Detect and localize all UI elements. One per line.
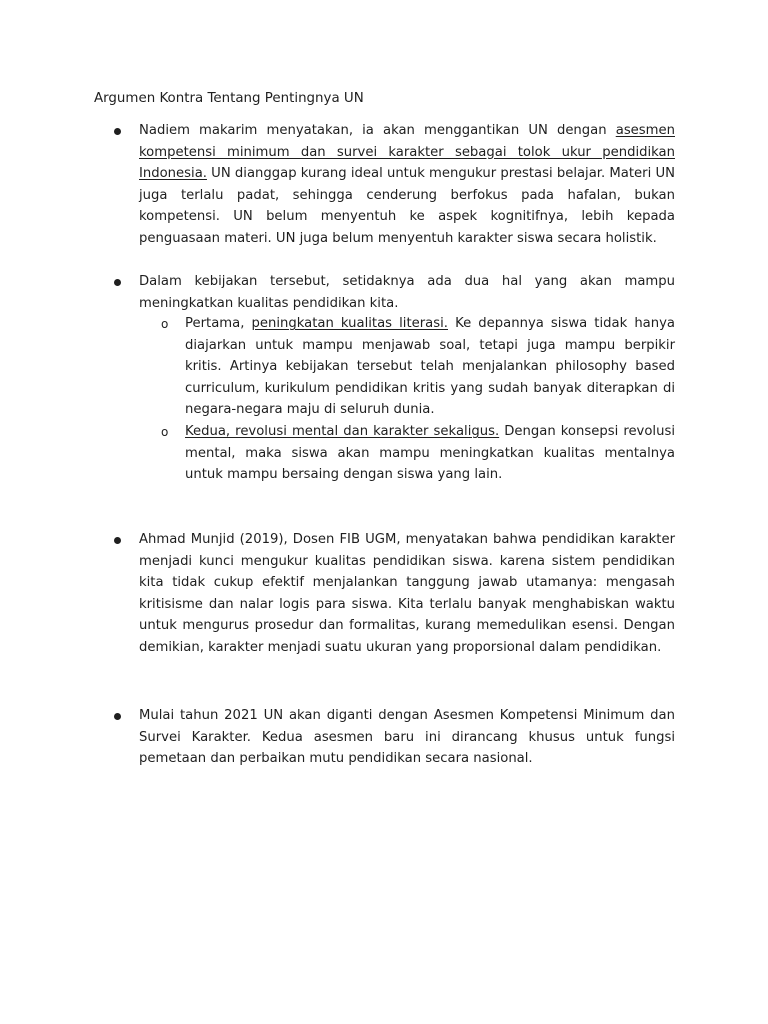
sub-bullet-marker: o — [161, 317, 169, 331]
bullet-1-text-start: Nadiem makarim menyatakan, ia akan menggantikan UN dengan — [139, 123, 616, 138]
bullet-1-underlined-text: asesmen kompetensi minimum dan survei karakter sebagai tolok ukur pendidikan Indonesia. — [139, 123, 675, 182]
bullet-icon — [114, 537, 121, 544]
sub-item-2 — [185, 421, 675, 486]
bullet-1-text-end: UN dianggap kurang ideal untuk mengukur prestasi belajar. Materi UN juga terlalu padat, sehingga cenderung berfokus pada hafalan, bukan kompetensi. UN belum menyentuh ke aspek kognitifnya, lebih kepada penguasaan materi. UN juga belum menyentuh karakter siswa secara holistik. — [139, 166, 675, 246]
sub-item-1-underlined-text: peningkatan kualitas literasi. — [251, 316, 448, 331]
bullet-item-4: Mulai tahun 2021 UN akan diganti dengan Asesmen Kompetensi Minimum dan Survei Karakter. Kedua asesmen baru ini dirancang khusus untuk fungsi pemetaan dan perbaikan mutu pendidikan secara nasional. — [139, 708, 675, 767]
sub-item-2-underlined-text: Kedua, revolusi mental dan karakter sekaligus. — [185, 424, 500, 439]
bullet-icon — [114, 279, 121, 286]
bullet-icon — [114, 713, 121, 720]
document-title: Argumen Kontra Tentang Pentingnya UN — [94, 91, 364, 106]
bullet-item-3: Ahmad Munjid (2019), Dosen FIB UGM, menyatakan bahwa pendidikan karakter menjadi kunci mengukur kualitas pendidikan siswa. karena sistem pendidikan kita tidak cukup efektif menjalankan tanggung jawab utamanya: mengasah kritisisme dan nalar logis para siswa. Kita terlalu banyak menghabiskan waktu untuk mengurus prosedur dan formalitas, kurang memedulikan esensi. Dengan demikian, karakter menjadi suatu ukuran yang proporsional dalam pendidikan. — [139, 532, 675, 655]
bullet-item-1 — [139, 120, 675, 250]
sub-item-1-text-end: Ke depannya siswa tidak hanya diajarkan untuk mampu menjawab soal, tetapi juga mampu berpikir kritis. Artinya kebijakan tersebut telah menjalankan philosophy based curriculum, kurikulum pendidikan kritis yang sudah banyak diterapkan di negara-negara maju di seluruh dunia. — [185, 316, 676, 418]
sub-item-2-text-end: Dengan konsepsi revolusi mental, maka siswa akan mampu meningkatkan kualitas mentalnya untuk mampu bersaing dengan siswa yang lain. — [185, 424, 675, 483]
sub-item-1 — [185, 313, 675, 421]
sub-item-1-text-start: Pertama, — [185, 316, 252, 331]
bullet-icon — [114, 128, 121, 135]
bullet-item-2: Dalam kebijakan tersebut, setidaknya ada dua hal yang akan mampu meningkatkan kualitas pendidikan kita. — [139, 274, 675, 311]
sub-bullet-marker: o — [161, 425, 169, 439]
